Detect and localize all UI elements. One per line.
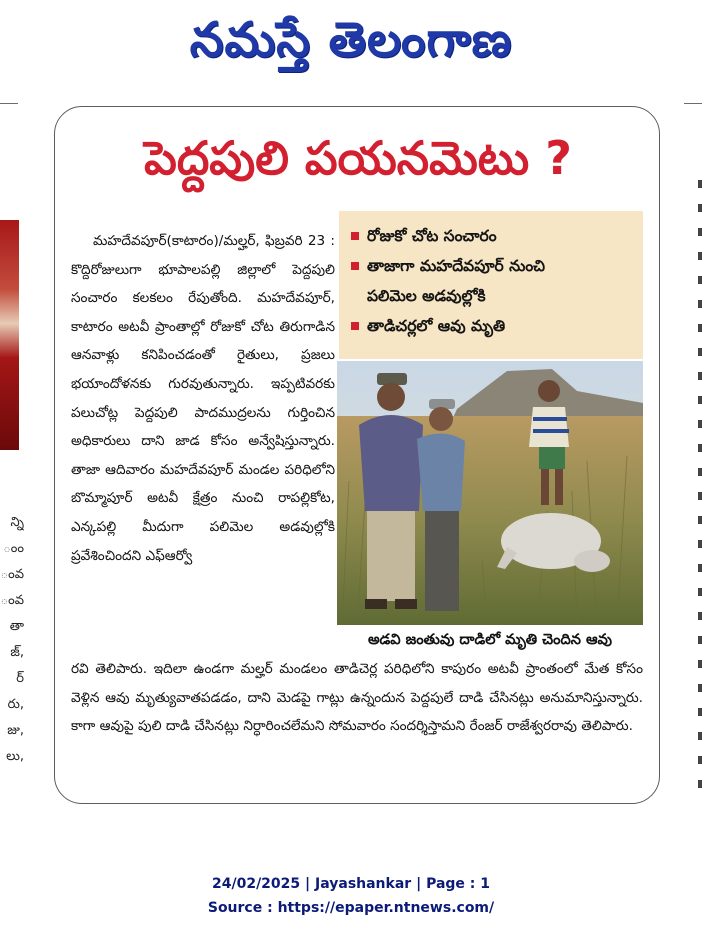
text-fragment: జ్, <box>10 645 24 660</box>
adjacent-column-right <box>698 180 702 800</box>
highlight-item <box>345 221 643 251</box>
article-body <box>71 227 335 570</box>
masthead-logo: నమస్తే తెలంగాణ <box>189 12 513 68</box>
article-paragraph <box>71 227 335 570</box>
footer-meta <box>0 876 702 892</box>
adjacent-photo <box>0 220 19 450</box>
text-fragment: ంవ <box>0 593 24 608</box>
photo-caption: అడవి జంతువు దాడిలో మృతి చెందిన ఆవు <box>367 632 613 648</box>
footer-separator: | <box>305 876 316 892</box>
footer-source: Source : https://epaper.ntnews.com/ <box>207 900 495 916</box>
footer-separator: | <box>416 876 427 892</box>
text-fragment: లు, <box>6 749 24 764</box>
footer-date: 24/02/2025 <box>211 876 301 892</box>
footer-page: Page : 1 <box>426 876 491 892</box>
bullet-icon <box>351 262 359 270</box>
highlight-text: తాజాగా మహదేవపూర్ నుంచి <box>367 257 546 275</box>
text-fragment: ంం <box>3 541 24 556</box>
article-photo <box>337 361 643 625</box>
article-continuation: రవి తెలిపారు. ఇదిలా ఉండగా మల్హర్ మండలం తాడిచెర్ల పరిధిలోని కాపురం అటవీ ప్రాంతంలో మేత కోసం వెళ్లిన ఆవు మృత్యువాతపడడం, దాని మెడపై గాట్లు ఉన్నందున పెద్దపులే దాడి చేసినట్లు అనుమానిస్తున్నారు. కాగా ఆవుపై పులి దాడి చేసినట్లు నిర్ధారించలేమని సోమవారం సందర్శిస్తామని రేంజర్ రాజేశ్వరరావు తెలిపారు. <box>71 661 643 735</box>
article-headline: పెద్దపులి పయనమెటు ? <box>144 131 572 185</box>
highlight-text: పలిమెల అడవుల్లోకి <box>367 287 486 305</box>
highlight-text: రోజుకో చోట సంచారం <box>367 227 497 245</box>
highlights-box <box>339 211 643 359</box>
text-fragment: ర్ <box>16 671 24 686</box>
text-fragment: ంవ <box>0 567 24 582</box>
text-fragment: జు, <box>7 723 24 738</box>
highlight-text: తాడిచర్లలో ఆవు మృతి <box>367 317 506 335</box>
adjacent-column-left <box>0 110 48 810</box>
bullet-icon <box>351 232 359 240</box>
left-divider <box>0 103 18 104</box>
highlight-item <box>345 281 643 311</box>
bullet-icon <box>351 322 359 330</box>
highlight-item <box>345 251 643 281</box>
dateline: మహదేవపూర్(కాటారం)/మల్హర్, ఫిబ్రవరి 23 : <box>93 233 335 249</box>
article-card <box>54 106 660 804</box>
text-fragment: రు, <box>7 697 24 712</box>
right-divider <box>684 103 702 104</box>
footer-edition: Jayashankar <box>315 876 412 892</box>
text-fragment: తా <box>9 619 24 634</box>
article-intro: కొద్దిరోజులుగా భూపాలపల్లి జిల్లాలో పెద్దపులి సంచారం కలకలం రేపుతోంది. మహదేవపూర్, కాటారం అటవీ ప్రాంతాల్లో రోజుకో చోట తిరుగాడిన ఆనవాళ్లు కనిపించడంతో రైతులు, ప్రజలు భయాందోళనకు గురవుతున్నారు. ఇప్పటివరకు పలుచోట్ల పెద్దపులి పాదముద్రలను గుర్తించిన అధికారులు దాని జాడ కోసం అన్వేషిస్తున్నారు. తాజా ఆదివారం మహదేవపూర్ మండల పరిధిలోని బొమ్మాపూర్ అటవీ క్షేత్రం నుంచి రాపల్లికోట, ఎన్కపల్లి మీదుగా పలిమెల అడవుల్లోకి ప్రవేశించిందని ఎఫ్ఆర్వో <box>71 261 335 564</box>
highlight-item <box>345 311 643 341</box>
text-fragment: న్ని <box>10 515 24 530</box>
field-photo-illustration <box>337 361 643 625</box>
